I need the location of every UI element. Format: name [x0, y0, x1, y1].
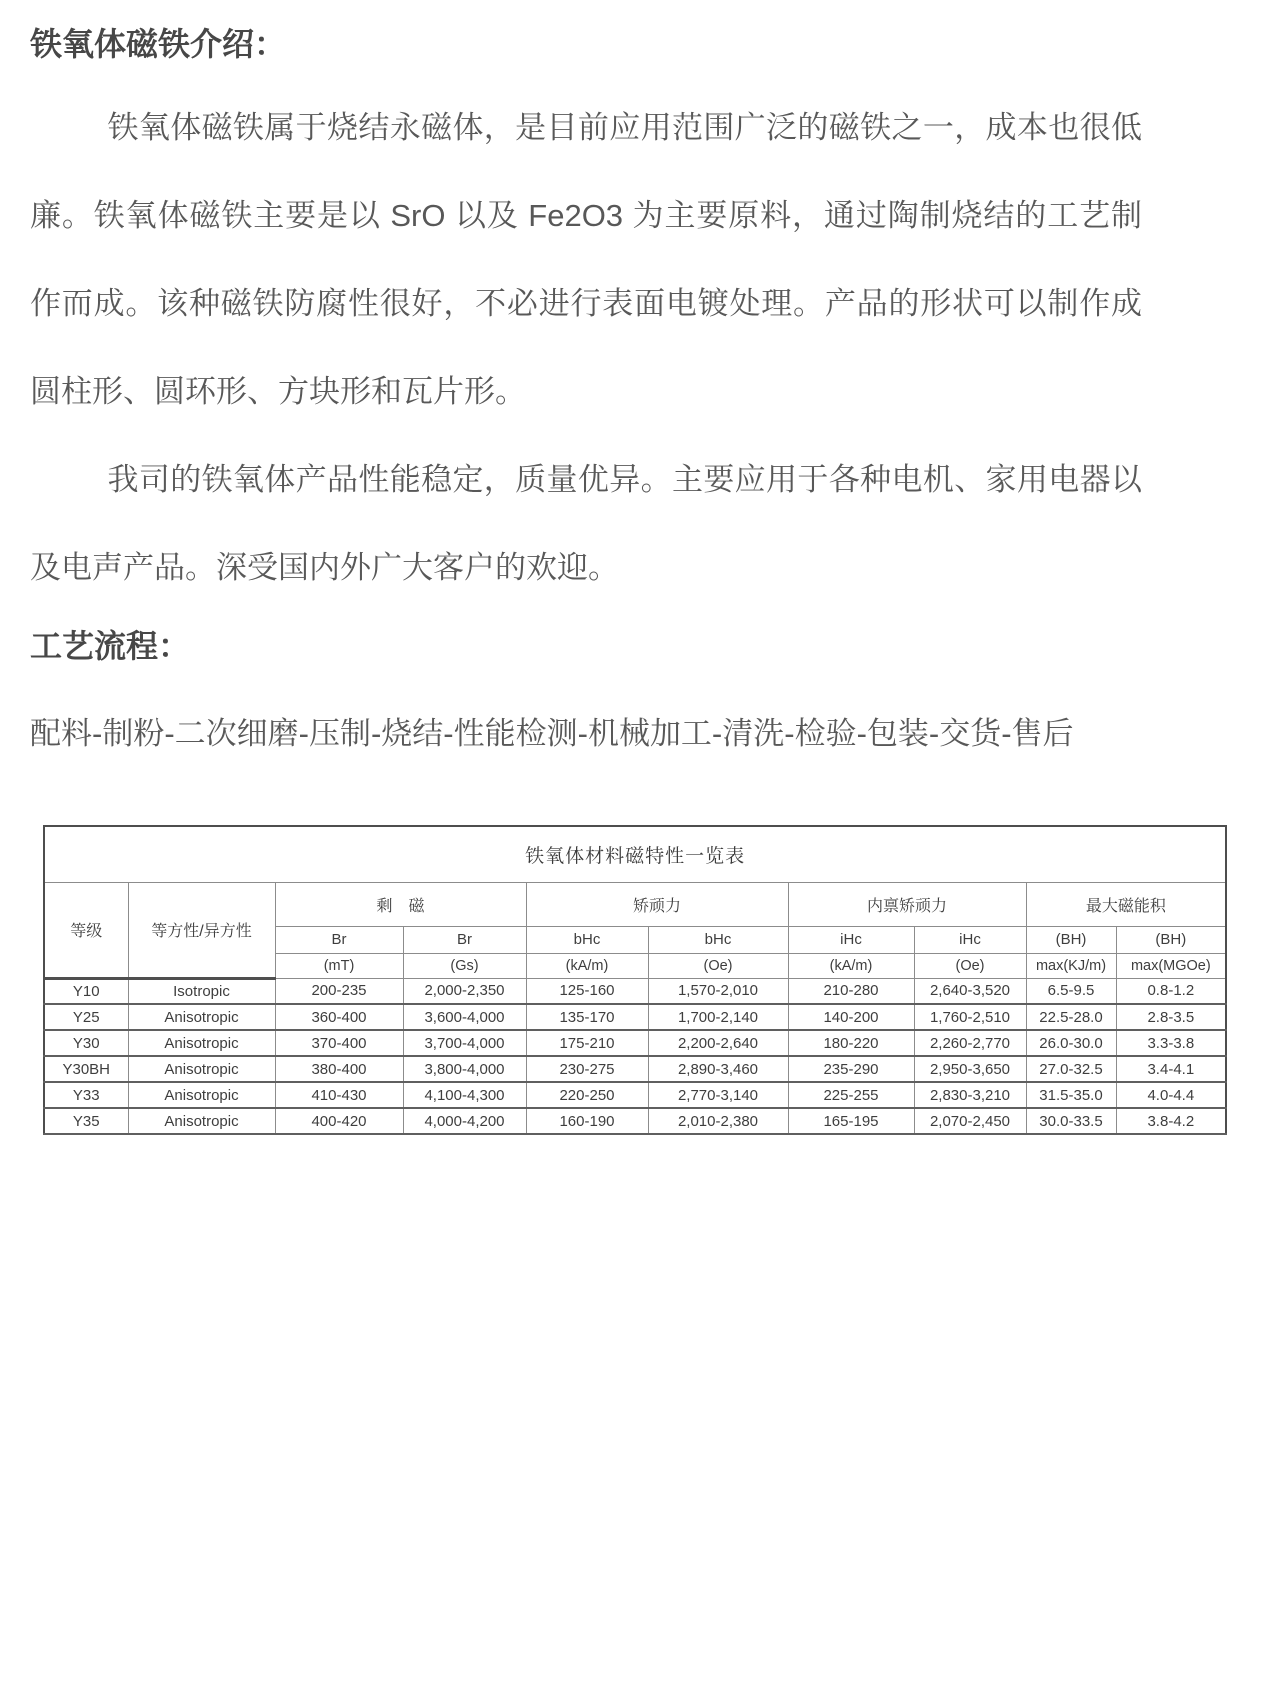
table-cell: Y33: [44, 1082, 128, 1108]
col-unit-gs: (Gs): [403, 953, 526, 978]
col-unit-oe-1: (Oe): [648, 953, 788, 978]
table-cell: 4,100-4,300: [403, 1082, 526, 1108]
col-unit-mt: (mT): [275, 953, 403, 978]
table-cell: 220-250: [526, 1082, 648, 1108]
table-cell: 4.0-4.4: [1116, 1082, 1226, 1108]
table-cell: 1,700-2,140: [648, 1004, 788, 1030]
table-cell: Isotropic: [128, 978, 275, 1004]
table-cell: 3,700-4,000: [403, 1030, 526, 1056]
table-cell: Anisotropic: [128, 1082, 275, 1108]
table-cell: 175-210: [526, 1030, 648, 1056]
col-sub-br-gs: Br: [403, 926, 526, 953]
col-sub-bhc-kam: bHc: [526, 926, 648, 953]
table-cell: 400-420: [275, 1108, 403, 1134]
table-cell: 2,070-2,450: [914, 1108, 1026, 1134]
table-cell: Y30: [44, 1030, 128, 1056]
table-cell: 225-255: [788, 1082, 914, 1108]
col-group-intrinsic-coercivity: 内禀矫顽力: [788, 882, 1026, 926]
table-cell: 3,600-4,000: [403, 1004, 526, 1030]
col-sub-ihc-oe: iHc: [914, 926, 1026, 953]
table-cell: 4,000-4,200: [403, 1108, 526, 1134]
table-cell: Anisotropic: [128, 1004, 275, 1030]
intro-paragraph-2: 我司的铁氧体产品性能稳定，质量优异。主要应用于各种电机、家用电器以及电声产品。深受国内外广大客户的欢迎。: [30, 462, 1142, 585]
table-cell: 22.5-28.0: [1026, 1004, 1116, 1030]
col-sub-bhc-oe: bHc: [648, 926, 788, 953]
table-body: [44, 978, 1226, 1134]
process-heading: 工艺流程：: [30, 628, 191, 664]
col-sub-bh-kjm: (BH): [1026, 926, 1116, 953]
table-cell: 210-280: [788, 978, 914, 1004]
table-cell: Anisotropic: [128, 1056, 275, 1082]
col-group-remanence: 剩 磁: [275, 882, 526, 926]
table-cell: 160-190: [526, 1108, 648, 1134]
table-row: [44, 1004, 1226, 1030]
table-cell: 410-430: [275, 1082, 403, 1108]
process-flow-text: 配料-制粉-二次细磨-压制-烧结-性能检测-机械加工-清洗-检验-包装-交货-售后: [30, 716, 1074, 751]
table-cell: Anisotropic: [128, 1108, 275, 1134]
table-cell: 380-400: [275, 1056, 403, 1082]
table-cell: Y30BH: [44, 1056, 128, 1082]
table-cell: 230-275: [526, 1056, 648, 1082]
table-cell: Y25: [44, 1004, 128, 1030]
table-cell: 360-400: [275, 1004, 403, 1030]
col-header-isotropy: 等方性/异方性: [128, 882, 275, 978]
col-unit-oe-2: (Oe): [914, 953, 1026, 978]
table-cell: 3.8-4.2: [1116, 1108, 1226, 1134]
table-cell: 3.4-4.1: [1116, 1056, 1226, 1082]
ferrite-properties-table: [43, 825, 1227, 1135]
table-cell: 2,830-3,210: [914, 1082, 1026, 1108]
table-cell: 31.5-35.0: [1026, 1082, 1116, 1108]
table-title-row: [44, 826, 1226, 882]
table-cell: 2,010-2,380: [648, 1108, 788, 1134]
col-group-coercivity: 矫顽力: [526, 882, 788, 926]
table-cell: 30.0-33.5: [1026, 1108, 1116, 1134]
table-cell: 125-160: [526, 978, 648, 1004]
col-sub-bh-mgoe: (BH): [1116, 926, 1226, 953]
table-title: 铁氧体材料磁特性一览表: [44, 826, 1226, 882]
table-row: [44, 978, 1226, 1004]
table-row: [44, 1108, 1226, 1134]
col-group-max-energy-product: 最大磁能积: [1026, 882, 1226, 926]
table-cell: 235-290: [788, 1056, 914, 1082]
col-unit-max-mgoe: max(MGOe): [1116, 953, 1226, 978]
table-cell: 0.8-1.2: [1116, 978, 1226, 1004]
col-sub-ihc-kam: iHc: [788, 926, 914, 953]
table-cell: Y10: [44, 978, 128, 1004]
table-cell: 1,760-2,510: [914, 1004, 1026, 1030]
table-row: [44, 1030, 1226, 1056]
table-cell: 6.5-9.5: [1026, 978, 1116, 1004]
table-cell: 165-195: [788, 1108, 914, 1134]
table-cell: 2,640-3,520: [914, 978, 1026, 1004]
table-cell: 3.3-3.8: [1116, 1030, 1226, 1056]
table-cell: 2,260-2,770: [914, 1030, 1026, 1056]
table-cell: 180-220: [788, 1030, 914, 1056]
table-cell: 26.0-30.0: [1026, 1030, 1116, 1056]
table-cell: 27.0-32.5: [1026, 1056, 1116, 1082]
table-cell: 135-170: [526, 1004, 648, 1030]
intro-paragraph-1: 铁氧体磁铁属于烧结永磁体，是目前应用范围广泛的磁铁之一，成本也很低廉。铁氧体磁铁主要是以 SrO 以及 Fe2O3 为主要原料，通过陶制烧结的工艺制作而成。该种磁铁防腐性很好，不必进行表面电镀处理。产品的形状可以制作成圆柱形、圆环形、方块形和瓦片形。: [30, 110, 1142, 409]
table-cell: 2,950-3,650: [914, 1056, 1026, 1082]
table-group-header-row: [44, 882, 1226, 926]
col-sub-br-mt: Br: [275, 926, 403, 953]
col-unit-kam-1: (kA/m): [526, 953, 648, 978]
intro-heading: 铁氧体磁铁介绍：: [30, 26, 287, 62]
table-cell: 200-235: [275, 978, 403, 1004]
table-cell: Anisotropic: [128, 1030, 275, 1056]
table-cell: 370-400: [275, 1030, 403, 1056]
table-cell: 3,800-4,000: [403, 1056, 526, 1082]
table-cell: 2.8-3.5: [1116, 1004, 1226, 1030]
table-cell: 1,570-2,010: [648, 978, 788, 1004]
col-unit-max-kjm: max(KJ/m): [1026, 953, 1116, 978]
table-cell: 2,770-3,140: [648, 1082, 788, 1108]
table-cell: 2,200-2,640: [648, 1030, 788, 1056]
col-unit-kam-2: (kA/m): [788, 953, 914, 978]
table-cell: 140-200: [788, 1004, 914, 1030]
table-row: [44, 1056, 1226, 1082]
table-row: [44, 1082, 1226, 1108]
table-cell: 2,000-2,350: [403, 978, 526, 1004]
table-cell: Y35: [44, 1108, 128, 1134]
table-cell: 2,890-3,460: [648, 1056, 788, 1082]
col-header-grade: 等级: [44, 882, 128, 978]
